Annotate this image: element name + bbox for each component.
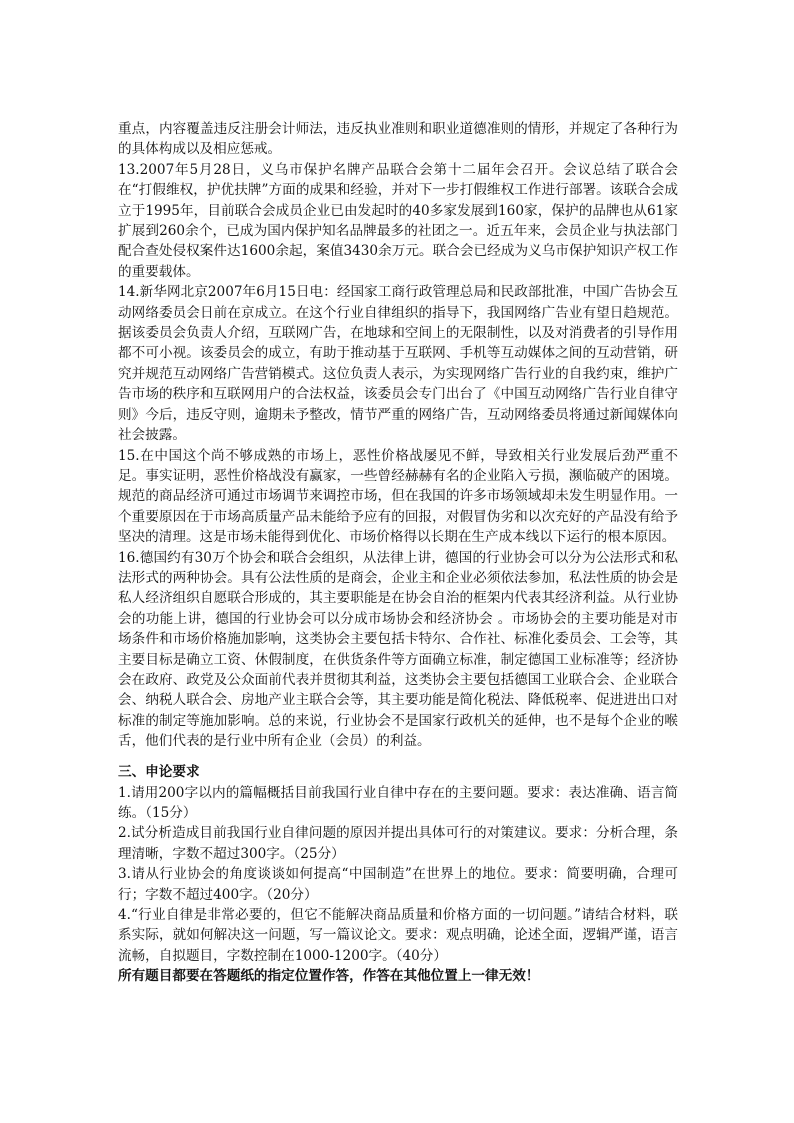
paragraph-14: 14.新华网北京2007年6月15日电：经国家工商行政管理总局和民政部批准，中国广告协会互动网络委员会日前在京成立。在这个行业自律组织的指导下，我国网络广告业有望日趋规范。据该委员会负责人介绍，互联网广告，在地球和空间上的无限制性，以及对消费者的引导作用都不可小视。该委员会的成立，有助于推动基于互联网、手机等互动媒体之间的互动营销，研究并规范互动网络广告营销模式。这位负责人表示，为实现网络广告行业的自我约束，维护广告市场的秩序和互联网用户的合法权益，该委员会专门出台了《中国互动网络广告行业自律守则》今后，违反守则，逾期未予整改，情节严重的网络广告，互动网络委员将通过新闻媒体向社会披露。	[118, 284, 678, 444]
question-4: 4.“行业自律是非常必要的，但它不能解决商品质量和价格方面的一切问题。”请结合材料，联系实际，就如何解决这一问题，写一篇议论文。要求：观点明确，论述全面，逻辑严谨，语言流畅，自拟题目，字数控制在1000-1200字。（40分）	[118, 907, 678, 964]
question-1: 1.请用200字以内的篇幅概括目前我国行业自律中存在的主要问题。要求：表达准确、语言简练。（15分）	[118, 784, 678, 821]
paragraph-continued: 重点，内容覆盖违反注册会计师法，违反执业准则和职业道德准则的情形，并规定了各种行为的具体构成以及相应惩戒。	[118, 121, 678, 158]
paragraph-13: 13.2007年5月28日，义乌市保护名牌产品联合会第十二届年会召开。会议总结了联合会在“打假维权，护优扶牌”方面的成果和经验，并对下一步打假维权工作进行部署。该联合会成立于1995年，目前联合会成员企业已由发起时的40多家发展到160家，保护的品牌也从61家扩展到260余个，已成为国内保护知名品牌最多的社团之一。近五年来，会员企业与执法部门配合查处侵权案件达1600余起，案值3430余万元。联合会已经成为义乌市保护知识产权工作的重要载体。	[118, 161, 678, 280]
document-page	[118, 119, 678, 987]
paragraph-16: 16.德国约有30万个协会和联合会组织，从法律上讲，德国的行业协会可以分为公法形式和私法形式的两种协会。具有公法性质的是商会，企业主和企业必须依法参加，私法性质的协会是私人经济组织自愿联合形成的，其主要职能是在协会自治的框架内代表其经济利益。从行业协会的功能上讲，德国的行业协会可以分成市场协会和经济协会 。市场协会的主要功能是对市场条件和市场价格施加影响，这类协会主要包括卡特尔、合作社、标准化委员会、工会等，其主要目标是确立工资、休假制度，在供货条件等方面确立标准，制定德国工业标准等；经济协会在政府、政党及公众面前代表并贯彻其利益，这类协会主要包括德国工业联合会、企业联合会、纳税人联合会、房地产业主联合会等，其主要功能是简化税法、降低税率、促进进出口对标准的制定等施加影响。总的来说，行业协会不是国家行政机关的延伸，也不是每个企业的喉舌，他们代表的是行业中所有企业（会员）的利益。	[118, 549, 678, 750]
paragraph-15: 15.在中国这个尚不够成熟的市场上，恶性价格战屡见不鲜，导致相关行业发展后劲严重不足。事实证明，恶性价格战没有赢家，一些曾经赫赫有名的企业陷入亏损，濒临破产的困境。规范的商品经济可通过市场调节来调控市场，但在我国的许多市场领域却未发生明显作用。一个重要原因在于市场高质量产品未能给予应有的回报，对假冒伪劣和以次充好的产品没有给予坚决的清理。这是市场未能得到优化、市场价格得以长期在生产成本线以下运行的根本原因。	[118, 447, 678, 546]
answer-notice: 所有题目都要在答题纸的指定位置作答，作答在其他位置上一律无效！	[118, 968, 540, 985]
section-heading: 三、申论要求	[118, 763, 200, 780]
question-2: 2.试分析造成目前我国行业自律问题的原因并提出具体可行的对策建议。要求：分析合理，条理清晰，字数不超过300字。（25分）	[118, 825, 678, 862]
question-3: 3.请从行业协会的角度谈谈如何提高“中国制造”在世界上的地位。要求：简要明确，合理可行；字数不超过400字。（20分）	[118, 866, 678, 903]
